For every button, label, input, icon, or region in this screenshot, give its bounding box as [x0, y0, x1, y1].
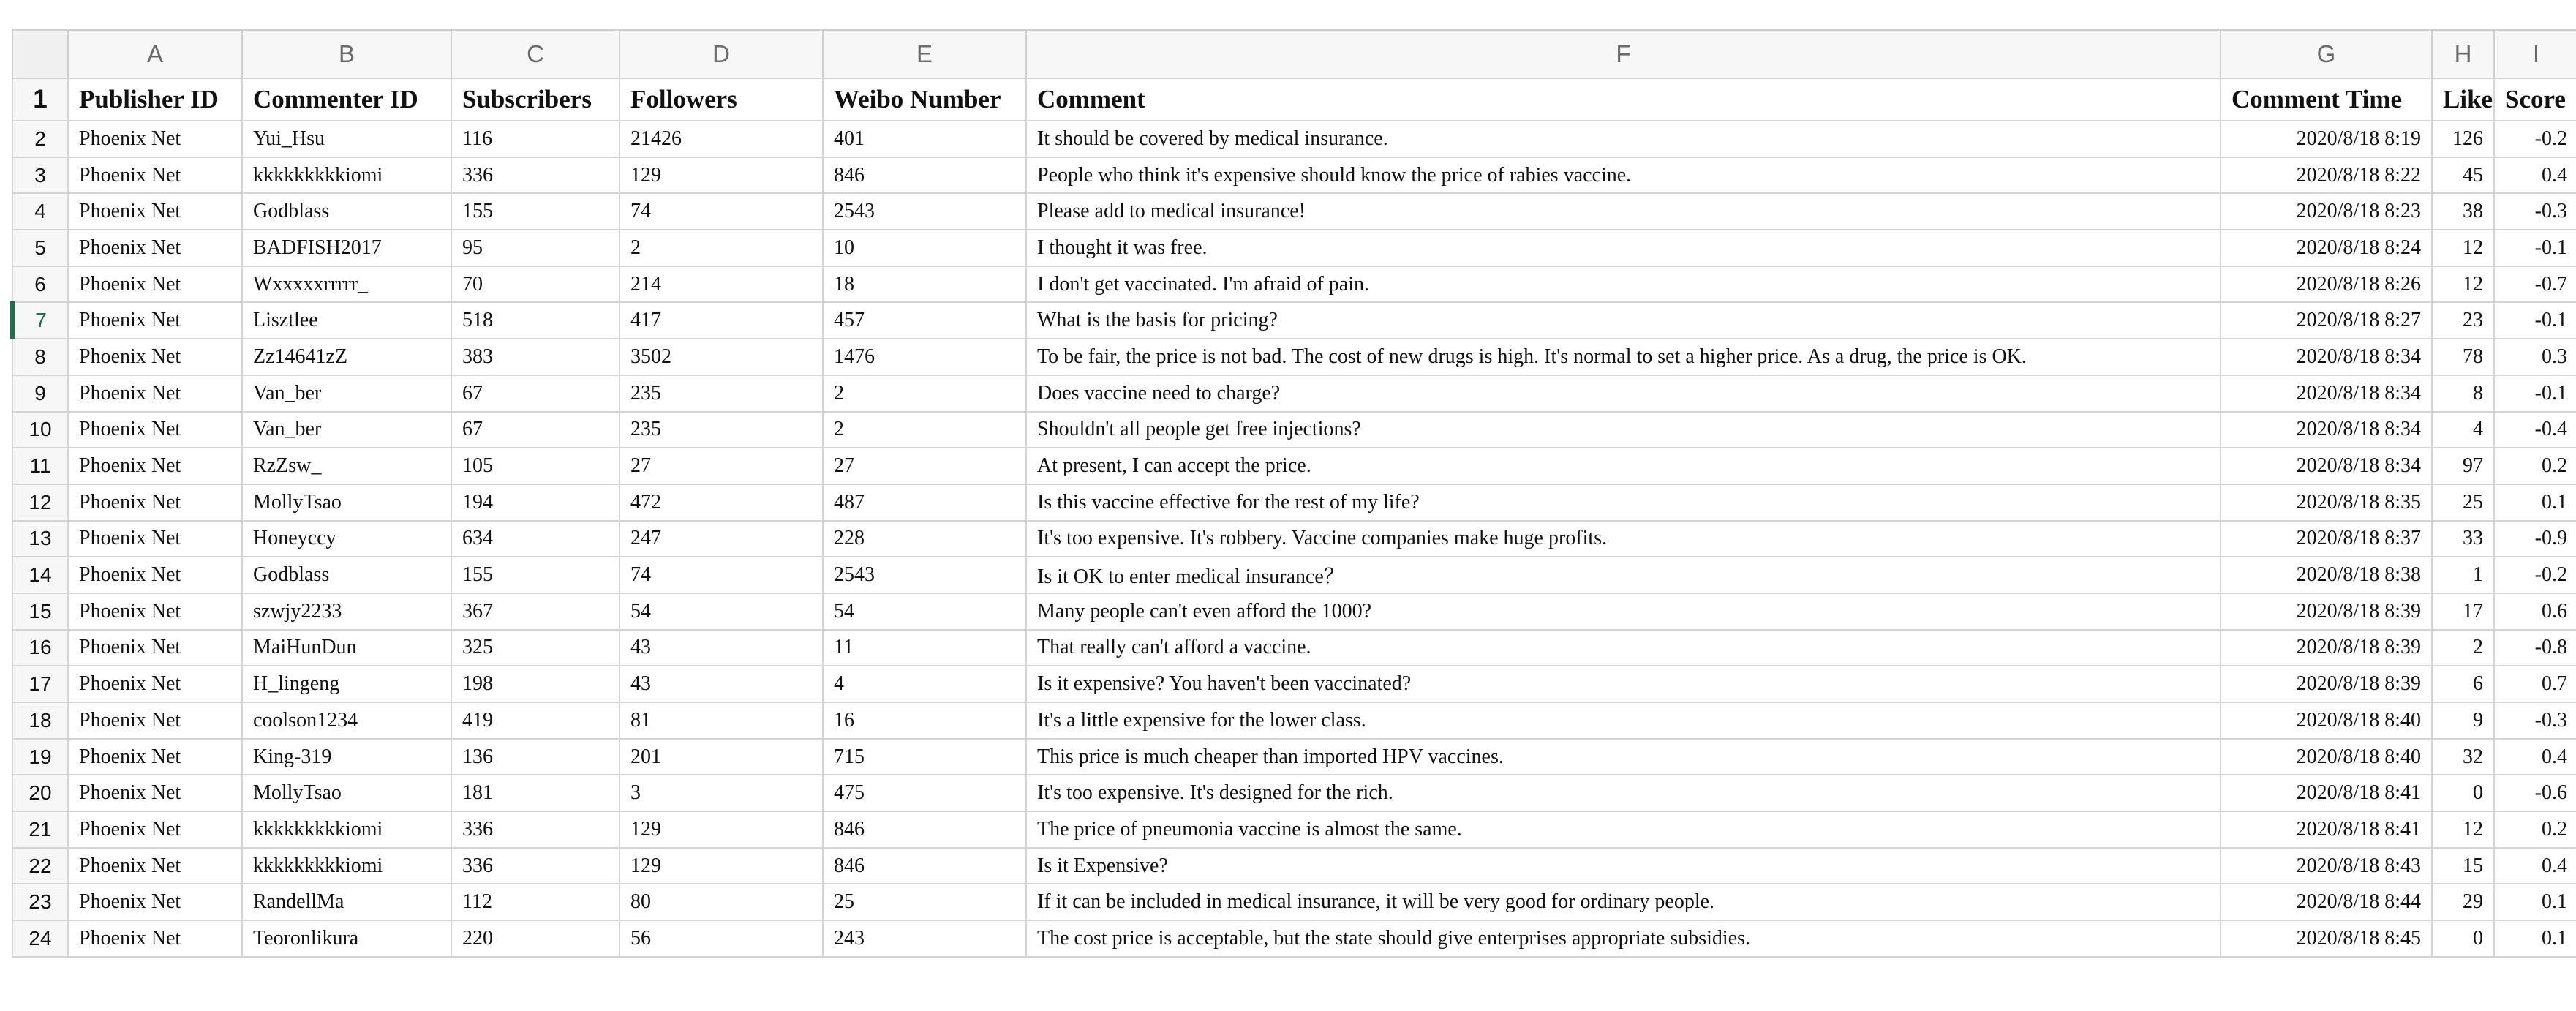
table-cell[interactable]: It's a little expensive for the lower class.	[1026, 702, 2221, 739]
row-header[interactable]: 8	[12, 339, 68, 375]
table-cell[interactable]: Phoenix Net	[68, 448, 242, 484]
table-cell[interactable]: 155	[451, 557, 619, 593]
table-cell[interactable]: 336	[451, 811, 619, 848]
table-cell[interactable]: MollyTsao	[242, 484, 451, 521]
table-cell[interactable]: 2	[823, 412, 1026, 448]
table-cell[interactable]: 2	[823, 375, 1026, 412]
table-cell[interactable]: Is it expensive? You haven't been vaccinated?	[1026, 666, 2221, 702]
table-cell[interactable]: 419	[451, 702, 619, 739]
table-cell[interactable]: -0.8	[2494, 630, 2576, 666]
header-cell[interactable]: Like	[2432, 78, 2494, 121]
table-cell[interactable]: 472	[619, 484, 823, 521]
table-cell[interactable]: King-319	[242, 739, 451, 775]
table-cell[interactable]: 25	[2432, 484, 2494, 521]
table-row	[12, 521, 2576, 557]
table-cell[interactable]: It's too expensive. It's robbery. Vaccine companies make huge profits.	[1026, 521, 2221, 557]
table-cell[interactable]: 16	[823, 702, 1026, 739]
table-cell[interactable]: Many people can't even afford the 1000?	[1026, 593, 2221, 630]
table-cell[interactable]: That really can't afford a vaccine.	[1026, 630, 2221, 666]
table-cell[interactable]: Honeyccy	[242, 521, 451, 557]
table-cell[interactable]: 136	[451, 739, 619, 775]
table-row	[12, 702, 2576, 739]
table-cell[interactable]: 2020/8/18 8:35	[2221, 484, 2432, 521]
table-cell[interactable]: Phoenix Net	[68, 375, 242, 412]
table-cell[interactable]: Zz14641zZ	[242, 339, 451, 375]
table-cell[interactable]: Phoenix Net	[68, 302, 242, 339]
column-header-e[interactable]: E	[823, 30, 1026, 78]
column-header-i[interactable]: I	[2494, 30, 2576, 78]
table-row	[12, 775, 2576, 811]
table-cell[interactable]: Phoenix Net	[68, 884, 242, 920]
column-header-c[interactable]: C	[451, 30, 619, 78]
table-cell[interactable]: 0.1	[2494, 484, 2576, 521]
table-cell[interactable]: 74	[619, 557, 823, 593]
table-cell[interactable]: 2020/8/18 8:40	[2221, 702, 2432, 739]
table-cell[interactable]: Wxxxxxrrrrr_	[242, 266, 451, 303]
table-cell[interactable]: Phoenix Net	[68, 157, 242, 194]
row-header[interactable]: 7	[12, 302, 68, 339]
table-cell[interactable]: 3	[619, 775, 823, 811]
table-cell[interactable]: 475	[823, 775, 1026, 811]
table-cell[interactable]: 194	[451, 484, 619, 521]
table-cell[interactable]: -0.2	[2494, 557, 2576, 593]
table-cell[interactable]: 12	[2432, 266, 2494, 303]
row-header[interactable]: 1	[12, 78, 68, 121]
select-all-corner[interactable]	[12, 30, 68, 78]
table-cell[interactable]: 2020/8/18 8:23	[2221, 193, 2432, 230]
column-header-b[interactable]: B	[242, 30, 451, 78]
row-header[interactable]: 15	[12, 593, 68, 630]
row-header[interactable]: 18	[12, 702, 68, 739]
table-cell[interactable]: -0.1	[2494, 302, 2576, 339]
table-cell[interactable]: kkkkkkkkkiomi	[242, 848, 451, 884]
header-cell[interactable]: Publisher ID	[68, 78, 242, 121]
table-cell[interactable]: Yui_Hsu	[242, 121, 451, 157]
table-cell[interactable]: 2543	[823, 557, 1026, 593]
table-cell[interactable]: 2020/8/18 8:44	[2221, 884, 2432, 920]
row-header[interactable]: 14	[12, 557, 68, 593]
table-row	[12, 630, 2576, 666]
table-cell[interactable]: 214	[619, 266, 823, 303]
table-cell[interactable]: 367	[451, 593, 619, 630]
row-header[interactable]: 13	[12, 521, 68, 557]
table-cell[interactable]: 38	[2432, 193, 2494, 230]
table-cell[interactable]: Phoenix Net	[68, 666, 242, 702]
table-cell[interactable]: People who think it's expensive should know the price of rabies vaccine.	[1026, 157, 2221, 194]
table-cell[interactable]: What is the basis for pricing?	[1026, 302, 2221, 339]
table-row	[12, 78, 2576, 121]
row-header[interactable]: 11	[12, 448, 68, 484]
table-cell[interactable]: kkkkkkkkkiomi	[242, 811, 451, 848]
table-cell[interactable]: 8	[2432, 375, 2494, 412]
row-header[interactable]: 5	[12, 230, 68, 266]
column-header-f[interactable]: F	[1026, 30, 2221, 78]
table-cell[interactable]: 97	[2432, 448, 2494, 484]
table-cell[interactable]: 3502	[619, 339, 823, 375]
table-cell[interactable]: BADFISH2017	[242, 230, 451, 266]
table-cell[interactable]: 112	[451, 884, 619, 920]
table-cell[interactable]: 9	[2432, 702, 2494, 739]
table-cell[interactable]: 45	[2432, 157, 2494, 194]
table-cell[interactable]: 325	[451, 630, 619, 666]
table-cell[interactable]: 336	[451, 848, 619, 884]
table-row	[12, 302, 2576, 339]
table-cell[interactable]: 12	[2432, 230, 2494, 266]
spreadsheet-grid	[10, 29, 2576, 958]
table-cell[interactable]: -0.3	[2494, 702, 2576, 739]
table-cell[interactable]: 4	[2432, 412, 2494, 448]
table-cell[interactable]: Godblass	[242, 193, 451, 230]
header-cell[interactable]: Score	[2494, 78, 2576, 121]
table-cell[interactable]: coolson1234	[242, 702, 451, 739]
table-cell[interactable]: 23	[2432, 302, 2494, 339]
table-cell[interactable]: Lisztlee	[242, 302, 451, 339]
table-cell[interactable]: It's too expensive. It's designed for the rich.	[1026, 775, 2221, 811]
table-cell[interactable]: 126	[2432, 121, 2494, 157]
table-cell[interactable]: 715	[823, 739, 1026, 775]
table-cell[interactable]: 2020/8/18 8:34	[2221, 339, 2432, 375]
table-cell[interactable]: At present, I can accept the price.	[1026, 448, 2221, 484]
table-cell[interactable]: 155	[451, 193, 619, 230]
table-cell[interactable]: 220	[451, 920, 619, 957]
table-cell[interactable]: 0	[2432, 775, 2494, 811]
table-cell[interactable]: 2020/8/18 8:43	[2221, 848, 2432, 884]
table-cell[interactable]: Phoenix Net	[68, 230, 242, 266]
table-cell[interactable]: -0.3	[2494, 193, 2576, 230]
table-cell[interactable]: If it can be included in medical insurance, it will be very good for ordinary people.	[1026, 884, 2221, 920]
table-row	[12, 448, 2576, 484]
column-header-row	[12, 30, 2576, 78]
table-cell[interactable]: -0.6	[2494, 775, 2576, 811]
table-cell[interactable]: RandellMa	[242, 884, 451, 920]
table-cell[interactable]: 1	[2432, 557, 2494, 593]
table-cell[interactable]: 70	[451, 266, 619, 303]
table-cell[interactable]: 11	[823, 630, 1026, 666]
table-row	[12, 666, 2576, 702]
table-cell[interactable]: 67	[451, 375, 619, 412]
table-cell[interactable]: 0.4	[2494, 157, 2576, 194]
table-cell[interactable]: It should be covered by medical insurance.	[1026, 121, 2221, 157]
table-cell[interactable]: 29	[2432, 884, 2494, 920]
table-cell[interactable]: Van_ber	[242, 375, 451, 412]
table-cell[interactable]: 0.2	[2494, 811, 2576, 848]
table-cell[interactable]: 518	[451, 302, 619, 339]
table-cell[interactable]: 21426	[619, 121, 823, 157]
header-cell[interactable]: Followers	[619, 78, 823, 121]
row-header[interactable]: 12	[12, 484, 68, 521]
table-cell[interactable]: 6	[2432, 666, 2494, 702]
table-cell[interactable]: 401	[823, 121, 1026, 157]
table-cell[interactable]: 2020/8/18 8:24	[2221, 230, 2432, 266]
row-header[interactable]: 10	[12, 412, 68, 448]
table-row	[12, 375, 2576, 412]
table-cell[interactable]: 4	[823, 666, 1026, 702]
table-cell[interactable]: 95	[451, 230, 619, 266]
row-header[interactable]: 2	[12, 121, 68, 157]
table-cell[interactable]: 43	[619, 666, 823, 702]
table-cell[interactable]: 487	[823, 484, 1026, 521]
header-cell[interactable]: Weibo Number	[823, 78, 1026, 121]
table-cell[interactable]: H_lingeng	[242, 666, 451, 702]
table-cell[interactable]: 2020/8/18 8:34	[2221, 412, 2432, 448]
table-cell[interactable]: Shouldn't all people get free injections?	[1026, 412, 2221, 448]
table-cell[interactable]: Phoenix Net	[68, 557, 242, 593]
table-cell[interactable]: 247	[619, 521, 823, 557]
table-cell[interactable]: 18	[823, 266, 1026, 303]
table-cell[interactable]: Please add to medical insurance!	[1026, 193, 2221, 230]
table-cell[interactable]: 2020/8/18 8:39	[2221, 630, 2432, 666]
table-cell[interactable]: 0.2	[2494, 448, 2576, 484]
table-cell[interactable]: 2020/8/18 8:34	[2221, 448, 2432, 484]
table-cell[interactable]: 383	[451, 339, 619, 375]
table-cell[interactable]: 0.6	[2494, 593, 2576, 630]
row-header[interactable]: 3	[12, 157, 68, 194]
table-cell[interactable]: 417	[619, 302, 823, 339]
header-cell[interactable]: Subscribers	[451, 78, 619, 121]
header-cell[interactable]: Comment	[1026, 78, 2221, 121]
table-cell[interactable]: 10	[823, 230, 1026, 266]
table-cell[interactable]: I thought it was free.	[1026, 230, 2221, 266]
table-cell[interactable]: 25	[823, 884, 1026, 920]
table-cell[interactable]: szwjy2233	[242, 593, 451, 630]
table-cell[interactable]: Is this vaccine effective for the rest of my life?	[1026, 484, 2221, 521]
table-row	[12, 739, 2576, 775]
table-cell[interactable]: 2020/8/18 8:38	[2221, 557, 2432, 593]
table-cell[interactable]: 2020/8/18 8:39	[2221, 593, 2432, 630]
table-cell[interactable]: -0.4	[2494, 412, 2576, 448]
table-cell[interactable]: 0	[2432, 920, 2494, 957]
table-cell[interactable]: 2020/8/18 8:40	[2221, 739, 2432, 775]
column-header-g[interactable]: G	[2221, 30, 2432, 78]
table-cell[interactable]: 2	[2432, 630, 2494, 666]
table-cell[interactable]: 0.1	[2494, 920, 2576, 957]
table-cell[interactable]: Godblass	[242, 557, 451, 593]
table-row	[12, 484, 2576, 521]
column-header-d[interactable]: D	[619, 30, 823, 78]
table-cell[interactable]: RzZsw_	[242, 448, 451, 484]
table-row	[12, 884, 2576, 920]
table-cell[interactable]: 457	[823, 302, 1026, 339]
table-cell[interactable]: 27	[619, 448, 823, 484]
table-cell[interactable]: -0.2	[2494, 121, 2576, 157]
table-cell[interactable]: 2020/8/18 8:37	[2221, 521, 2432, 557]
table-cell[interactable]: 2020/8/18 8:41	[2221, 811, 2432, 848]
table-cell[interactable]: 15	[2432, 848, 2494, 884]
table-row	[12, 920, 2576, 957]
table-cell[interactable]: Phoenix Net	[68, 193, 242, 230]
table-cell[interactable]: 81	[619, 702, 823, 739]
table-cell[interactable]: 129	[619, 811, 823, 848]
table-row	[12, 557, 2576, 593]
table-cell[interactable]: 2	[619, 230, 823, 266]
table-cell[interactable]: 181	[451, 775, 619, 811]
table-cell[interactable]: 116	[451, 121, 619, 157]
table-cell[interactable]: 74	[619, 193, 823, 230]
table-cell[interactable]: The cost price is acceptable, but the state should give enterprises appropriate subsidies.	[1026, 920, 2221, 957]
header-cell[interactable]: Comment Time	[2221, 78, 2432, 121]
table-cell[interactable]: 2020/8/18 8:27	[2221, 302, 2432, 339]
table-row	[12, 230, 2576, 266]
table-cell[interactable]: 2020/8/18 8:45	[2221, 920, 2432, 957]
row-header[interactable]: 23	[12, 884, 68, 920]
table-cell[interactable]: 0.3	[2494, 339, 2576, 375]
table-cell[interactable]: Van_ber	[242, 412, 451, 448]
row-header[interactable]: 4	[12, 193, 68, 230]
table-cell[interactable]: Phoenix Net	[68, 811, 242, 848]
row-header[interactable]: 16	[12, 630, 68, 666]
table-cell[interactable]: Phoenix Net	[68, 920, 242, 957]
table-row	[12, 412, 2576, 448]
table-cell[interactable]: 228	[823, 521, 1026, 557]
table-cell[interactable]: 1476	[823, 339, 1026, 375]
table-cell[interactable]: 2020/8/18 8:41	[2221, 775, 2432, 811]
table-cell[interactable]: 129	[619, 157, 823, 194]
table-cell[interactable]: 0.4	[2494, 848, 2576, 884]
header-cell[interactable]: Commenter ID	[242, 78, 451, 121]
table-cell[interactable]: 54	[823, 593, 1026, 630]
table-row	[12, 811, 2576, 848]
table-cell[interactable]: -0.1	[2494, 230, 2576, 266]
table-cell[interactable]: 846	[823, 157, 1026, 194]
table-cell[interactable]: 2020/8/18 8:26	[2221, 266, 2432, 303]
table-cell[interactable]: Is it OK to enter medical insurance？	[1026, 557, 2221, 593]
row-header[interactable]: 24	[12, 920, 68, 957]
row-header[interactable]: 6	[12, 266, 68, 303]
row-header[interactable]: 20	[12, 775, 68, 811]
table-cell[interactable]: 243	[823, 920, 1026, 957]
table-cell[interactable]: 235	[619, 412, 823, 448]
table-row	[12, 193, 2576, 230]
table-cell[interactable]: Phoenix Net	[68, 775, 242, 811]
table-cell[interactable]: Phoenix Net	[68, 593, 242, 630]
table-cell[interactable]: 32	[2432, 739, 2494, 775]
table-row	[12, 593, 2576, 630]
column-header-a[interactable]: A	[68, 30, 242, 78]
table-cell[interactable]: Phoenix Net	[68, 848, 242, 884]
table-cell[interactable]: Phoenix Net	[68, 630, 242, 666]
table-cell[interactable]: 2020/8/18 8:19	[2221, 121, 2432, 157]
row-header[interactable]: 19	[12, 739, 68, 775]
table-cell[interactable]: 17	[2432, 593, 2494, 630]
table-cell[interactable]: To be fair, the price is not bad. The cost of new drugs is high. It's normal to set a higher price. As a drug, the price is OK.	[1026, 339, 2221, 375]
table-cell[interactable]: Phoenix Net	[68, 339, 242, 375]
table-cell[interactable]: 56	[619, 920, 823, 957]
table-cell[interactable]: 2543	[823, 193, 1026, 230]
table-cell[interactable]: Teoronlikura	[242, 920, 451, 957]
table-cell[interactable]: 846	[823, 811, 1026, 848]
table-cell[interactable]: 105	[451, 448, 619, 484]
table-cell[interactable]: 2020/8/18 8:39	[2221, 666, 2432, 702]
table-cell[interactable]: 78	[2432, 339, 2494, 375]
table-cell[interactable]: 80	[619, 884, 823, 920]
table-cell[interactable]: 634	[451, 521, 619, 557]
table-cell[interactable]: 0.4	[2494, 739, 2576, 775]
column-header-h[interactable]: H	[2432, 30, 2494, 78]
table-cell[interactable]: 12	[2432, 811, 2494, 848]
table-cell[interactable]: 27	[823, 448, 1026, 484]
row-header[interactable]: 17	[12, 666, 68, 702]
table-cell[interactable]: 846	[823, 848, 1026, 884]
table-cell[interactable]: 198	[451, 666, 619, 702]
table-cell[interactable]: -0.9	[2494, 521, 2576, 557]
table-cell[interactable]: Phoenix Net	[68, 484, 242, 521]
table-cell[interactable]: Phoenix Net	[68, 702, 242, 739]
table-cell[interactable]: MollyTsao	[242, 775, 451, 811]
table-cell[interactable]: I don't get vaccinated. I'm afraid of pain.	[1026, 266, 2221, 303]
table-cell[interactable]: Is it Expensive?	[1026, 848, 2221, 884]
table-cell[interactable]: MaiHunDun	[242, 630, 451, 666]
table-cell[interactable]: -0.7	[2494, 266, 2576, 303]
table-cell[interactable]: 201	[619, 739, 823, 775]
table-cell[interactable]: Phoenix Net	[68, 266, 242, 303]
table-row	[12, 339, 2576, 375]
table-cell[interactable]: Phoenix Net	[68, 521, 242, 557]
table-cell[interactable]: 235	[619, 375, 823, 412]
table-cell[interactable]: The price of pneumonia vaccine is almost the same.	[1026, 811, 2221, 848]
table-row	[12, 266, 2576, 303]
table-cell[interactable]: Phoenix Net	[68, 121, 242, 157]
table-cell[interactable]: 2020/8/18 8:34	[2221, 375, 2432, 412]
table-cell[interactable]: 0.7	[2494, 666, 2576, 702]
row-header[interactable]: 21	[12, 811, 68, 848]
table-cell[interactable]: 43	[619, 630, 823, 666]
table-cell[interactable]: 33	[2432, 521, 2494, 557]
row-header[interactable]: 9	[12, 375, 68, 412]
table-cell[interactable]: Does vaccine need to charge?	[1026, 375, 2221, 412]
table-cell[interactable]: kkkkkkkkkiomi	[242, 157, 451, 194]
table-cell[interactable]: 336	[451, 157, 619, 194]
table-cell[interactable]: 67	[451, 412, 619, 448]
table-cell[interactable]: 54	[619, 593, 823, 630]
table-cell[interactable]: This price is much cheaper than imported HPV vaccines.	[1026, 739, 2221, 775]
table-row	[12, 157, 2576, 194]
table-cell[interactable]: 0.1	[2494, 884, 2576, 920]
table-cell[interactable]: 2020/8/18 8:22	[2221, 157, 2432, 194]
table-cell[interactable]: Phoenix Net	[68, 412, 242, 448]
table-cell[interactable]: Phoenix Net	[68, 739, 242, 775]
table-cell[interactable]: -0.1	[2494, 375, 2576, 412]
table-row	[12, 121, 2576, 157]
table-row	[12, 848, 2576, 884]
table-cell[interactable]: 129	[619, 848, 823, 884]
row-header[interactable]: 22	[12, 848, 68, 884]
